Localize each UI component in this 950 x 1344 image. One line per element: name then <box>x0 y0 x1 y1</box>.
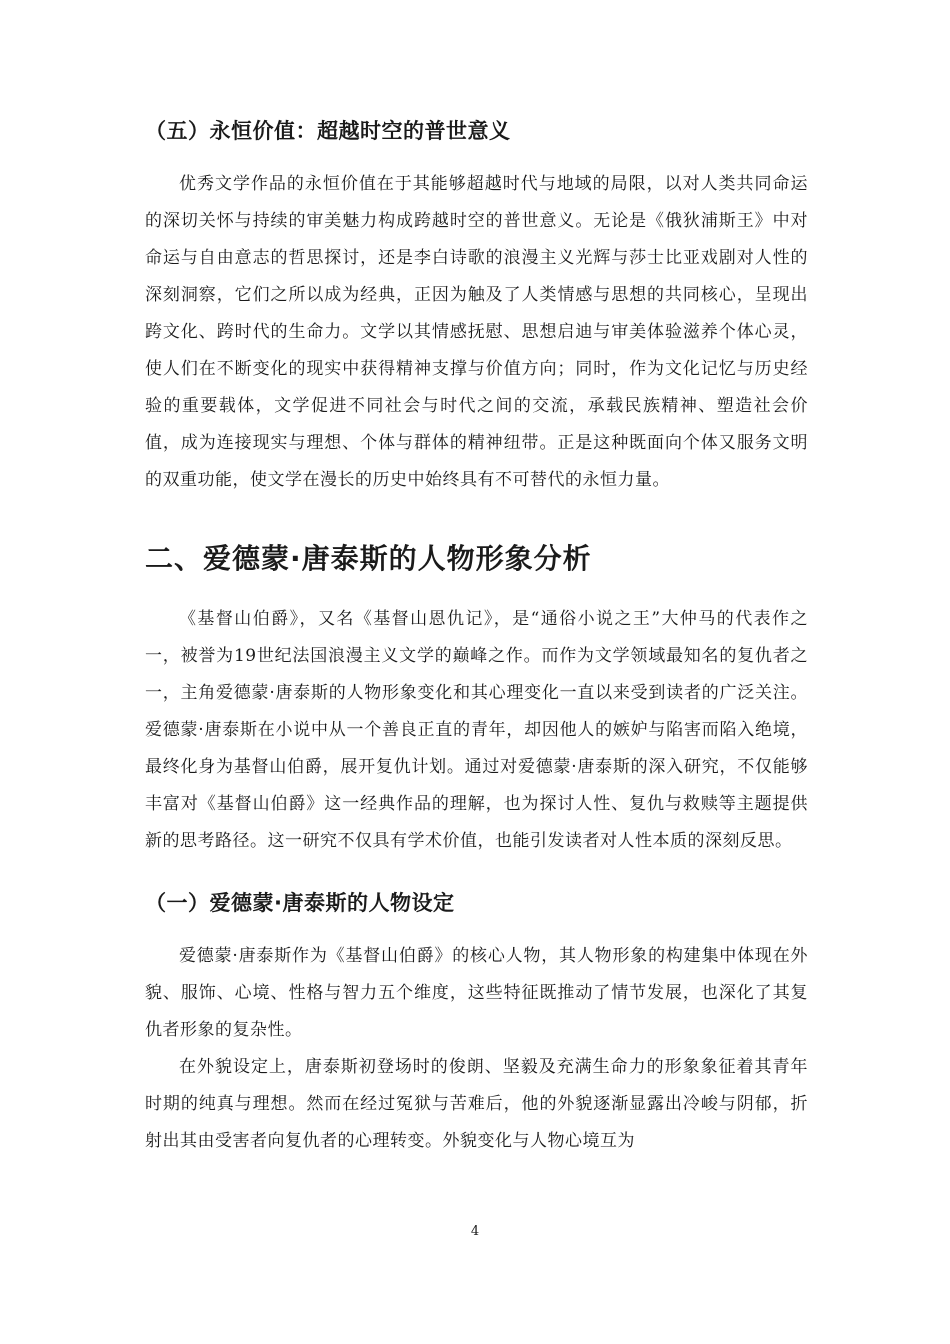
paragraph-character-setting-overview: 爱德蒙·唐泰斯作为《基督山伯爵》的核心人物，其人物形象的构建集中体现在外貌、服饰、心境、性格与智力五个维度，这些特征既推动了情节发展，也深化了其复仇者形象的复杂性。 <box>145 946 808 1040</box>
subsection-heading-eternal-value: （五）永恒价值：超越时空的普世意义 <box>145 119 511 143</box>
paragraph-character-analysis-intro: 《基督山伯爵》，又名《基督山恩仇记》，是“通俗小说之王”大仲马的代表作之一，被誉为19世纪法国浪漫主义文学的巅峰之作。而作为文学领域最知名的复仇者之一，主角爱德蒙·唐泰斯的人物形象变化和其心理变化一直以来受到读者的广泛关注。爱德蒙·唐泰斯在小说中从一个善良正直的青年，却因他人的嫉妒与陷害而陷入绝境，最终化身为基督山伯爵，展开复仇计划。通过对爱德蒙·唐泰斯的深入研究，不仅能够丰富对《基督山伯爵》这一经典作品的理解，也为探讨人性、复仇与救赎等主题提供新的思考路径。这一研究不仅具有学术价值，也能引发读者对人性本质的深刻反思。 <box>145 609 808 851</box>
paragraph-character-appearance: 在外貌设定上，唐泰斯初登场时的俊朗、坚毅及充满生命力的形象象征着其青年时期的纯真与理想。然而在经过冤狱与苦难后，他的外貌逐渐显露出冷峻与阴郁，折射出其由受害者向复仇者的心理转变。外貌变化与人物心境互为 <box>145 1057 808 1151</box>
section-heading-character-analysis: 二、爱德蒙·唐泰斯的人物形象分析 <box>145 542 592 575</box>
subsection-heading-character-setting: （一）爱德蒙·唐泰斯的人物设定 <box>145 891 455 915</box>
page-number: 4 <box>470 1224 480 1239</box>
page-content <box>145 112 808 1160</box>
paragraph-eternal-value: 优秀文学作品的永恒价值在于其能够超越时代与地域的局限，以对人类共同命运的深切关怀与持续的审美魅力构成跨越时空的普世意义。无论是《俄狄浦斯王》中对命运与自由意志的哲思探讨，还是李白诗歌的浪漫主义光辉与莎士比亚戏剧对人性的深刻洞察，它们之所以成为经典，正因为触及了人类情感与思想的共同核心，呈现出跨文化、跨时代的生命力。文学以其情感抚慰、思想启迪与审美体验滋养个体心灵，使人们在不断变化的现实中获得精神支撑与价值方向；同时，作为文化记忆与历史经验的重要载体，文学促进不同社会与时代之间的交流，承载民族精神、塑造社会价值，成为连接现实与理想、个体与群体的精神纽带。正是这种既面向个体又服务文明的双重功能，使文学在漫长的历史中始终具有不可替代的永恒力量。 <box>145 174 808 490</box>
